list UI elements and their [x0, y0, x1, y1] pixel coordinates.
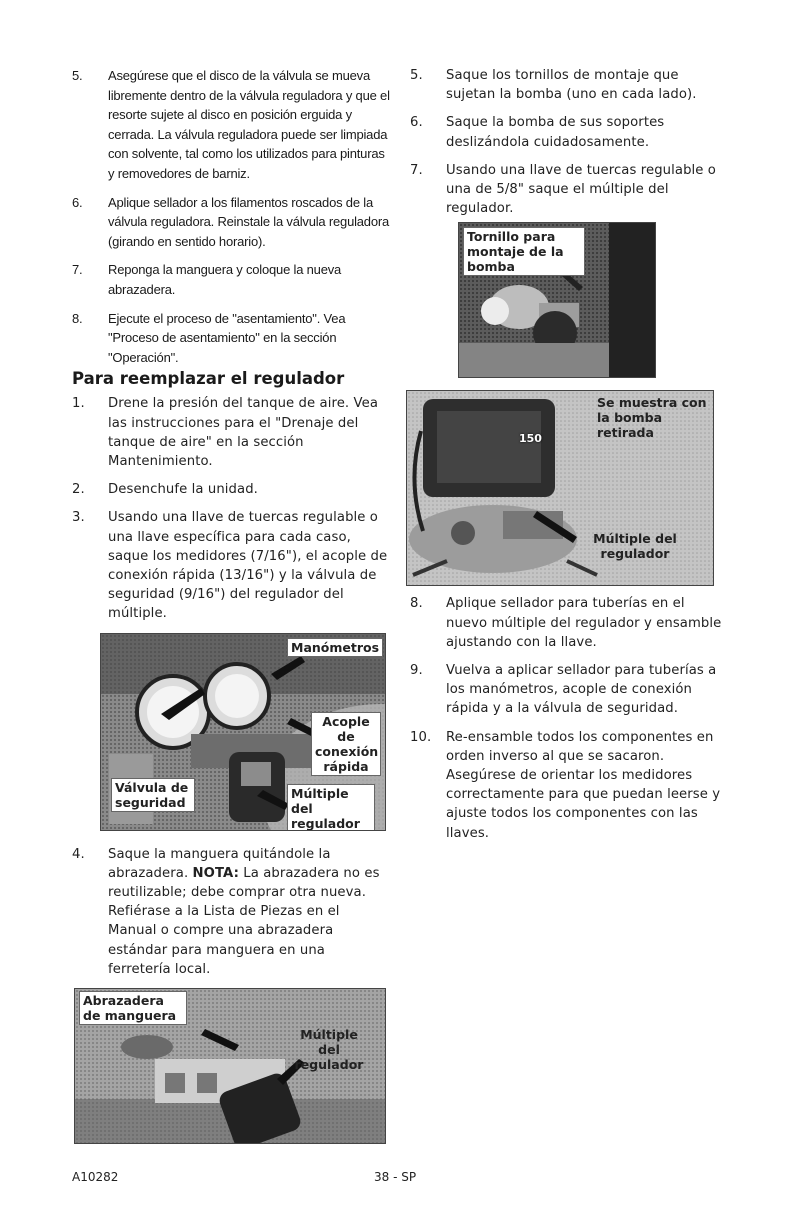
- step-text: Aplique sellador a los filamentos roscados de la válvula reguladora. Reinstale la válvula reguladora (girando en sentido horario).: [108, 194, 390, 249]
- step-number: 5.: [72, 68, 83, 83]
- safety-valve-callout: Válvula de seguridad: [111, 778, 195, 812]
- list-item: [72, 66, 390, 184]
- regulator-manifold-callout: Múltiple del regulador: [294, 1026, 364, 1072]
- steps-8-10: [410, 594, 726, 842]
- list-item: [410, 66, 726, 104]
- step-number: 10.: [410, 729, 432, 745]
- list-item: [410, 594, 726, 652]
- list-item: [72, 508, 390, 623]
- step-number: 7.: [410, 162, 423, 178]
- list-item: [410, 113, 726, 151]
- step-text: Reponga la manguera y coloque la nueva abrazadera.: [108, 262, 342, 297]
- list-item: [72, 309, 390, 368]
- pump-removed-callout: Se muestra con la bomba retirada: [597, 395, 707, 441]
- gauges-photo: [100, 633, 386, 831]
- step-number: 8.: [410, 596, 423, 612]
- step-text: Re-ensamble todos los componentes en orden inverso al que se sacaron. Asegúrese de orientar los medidores correctamente para que puedan leerse y ajuste todos los componentes con las llaves.: [446, 729, 721, 841]
- list-item: [72, 480, 390, 499]
- step-number: 6.: [410, 115, 423, 131]
- pump-label: 150: [519, 432, 542, 446]
- hose-clamp-callout: Abrazadera de manguera: [79, 991, 187, 1025]
- step-number: 2.: [72, 482, 85, 498]
- list-item: [72, 193, 390, 252]
- left-column: [72, 66, 390, 1158]
- step-text: Desenchufe la unidad.: [108, 482, 258, 498]
- list-item: [410, 661, 726, 719]
- list-item: [72, 394, 390, 471]
- step-text-post: La abrazadera no es reutilizable; debe comprar otra nueva. Refiérase a la Lista de Piezas en el Manual o compre una abrazadera estándar para manguera en una ferretería local.: [108, 865, 380, 977]
- document-code: A10282: [72, 1170, 119, 1184]
- step-text: Drene la presión del tanque de aire. Vea las instrucciones para el "Drenaje del tanque de aire" en la sección Mantenimiento.: [108, 396, 378, 469]
- pump-removed-photo: [406, 390, 714, 586]
- step-text: Asegúrese que el disco de la válvula se mueva libremente dentro de la válvula reguladora y que el resorte sujete al disco en posición erguida y cerrada. La válvula reguladora puede ser limpiada con solvente, tal como los utilizados para pinturas y removedores de barniz.: [108, 68, 390, 181]
- step-4: [72, 845, 390, 979]
- list-item: [410, 161, 726, 219]
- step-number: 7.: [72, 262, 83, 278]
- step-text: Aplique sellador para tuberías en el nuevo múltiple del regulador y ensamble ajustando con la llave.: [446, 596, 722, 650]
- step-text: [108, 845, 390, 979]
- hose-clamp-photo: [74, 988, 386, 1144]
- step-text: Saque los tornillos de montaje que sujetan la bomba (uno en cada lado).: [446, 68, 697, 103]
- gauges-callout: Manómetros: [287, 638, 383, 657]
- step-number: 4.: [72, 846, 85, 862]
- step-text: Saque la bomba de sus soportes deslizándola cuidadosamente.: [446, 115, 665, 150]
- regulator-manifold-callout: Múltiple del regulador: [287, 784, 375, 831]
- right-column: [410, 66, 726, 852]
- note-label: NOTA:: [192, 865, 239, 881]
- step-text: Usando una llave de tuercas regulable o una llave específica para cada caso, saque los medidores (7/16"), el acople de conexión rápida (13/16") y la válvula de seguridad (9/16") del regulador del múltiple.: [108, 510, 388, 622]
- step-text: Ejecute el proceso de "asentamiento". Vea "Proceso de asentamiento" en la sección "Operación".: [108, 310, 346, 365]
- step-number: 5.: [410, 68, 423, 83]
- pump-screw-callout: Tornillo para montaje de la bomba: [463, 227, 585, 276]
- step-text: Vuelva a aplicar sellador para tuberías a los manómetros, acople de conexión rápida y a la válvula de seguridad.: [446, 663, 717, 717]
- steps-continued: [72, 66, 390, 367]
- list-item: [72, 260, 390, 299]
- step-number: 3.: [72, 510, 85, 526]
- section-title: Para reemplazar el regulador: [72, 369, 345, 389]
- step-text-pre: Saque la manguera quitándole la abrazadera.: [108, 846, 331, 881]
- regulator-manifold-callout: Múltiple del regulador: [593, 531, 677, 562]
- quick-coupler-callout: Acople de conexión rápida: [311, 712, 381, 776]
- replace-regulator-steps: [72, 394, 390, 623]
- step-number: 1.: [72, 396, 85, 412]
- step-text: Usando una llave de tuercas regulable o una de 5/8" saque el múltiple del regulador.: [446, 162, 716, 217]
- steps-5-7: [410, 66, 726, 218]
- step-number: 9.: [410, 663, 423, 679]
- step-number: 6.: [72, 194, 83, 210]
- pump-screw-photo: [458, 222, 656, 378]
- page-number: 38 - SP: [374, 1170, 417, 1184]
- list-item: [72, 845, 390, 979]
- list-item: [410, 728, 726, 843]
- step-number: 8.: [72, 310, 83, 326]
